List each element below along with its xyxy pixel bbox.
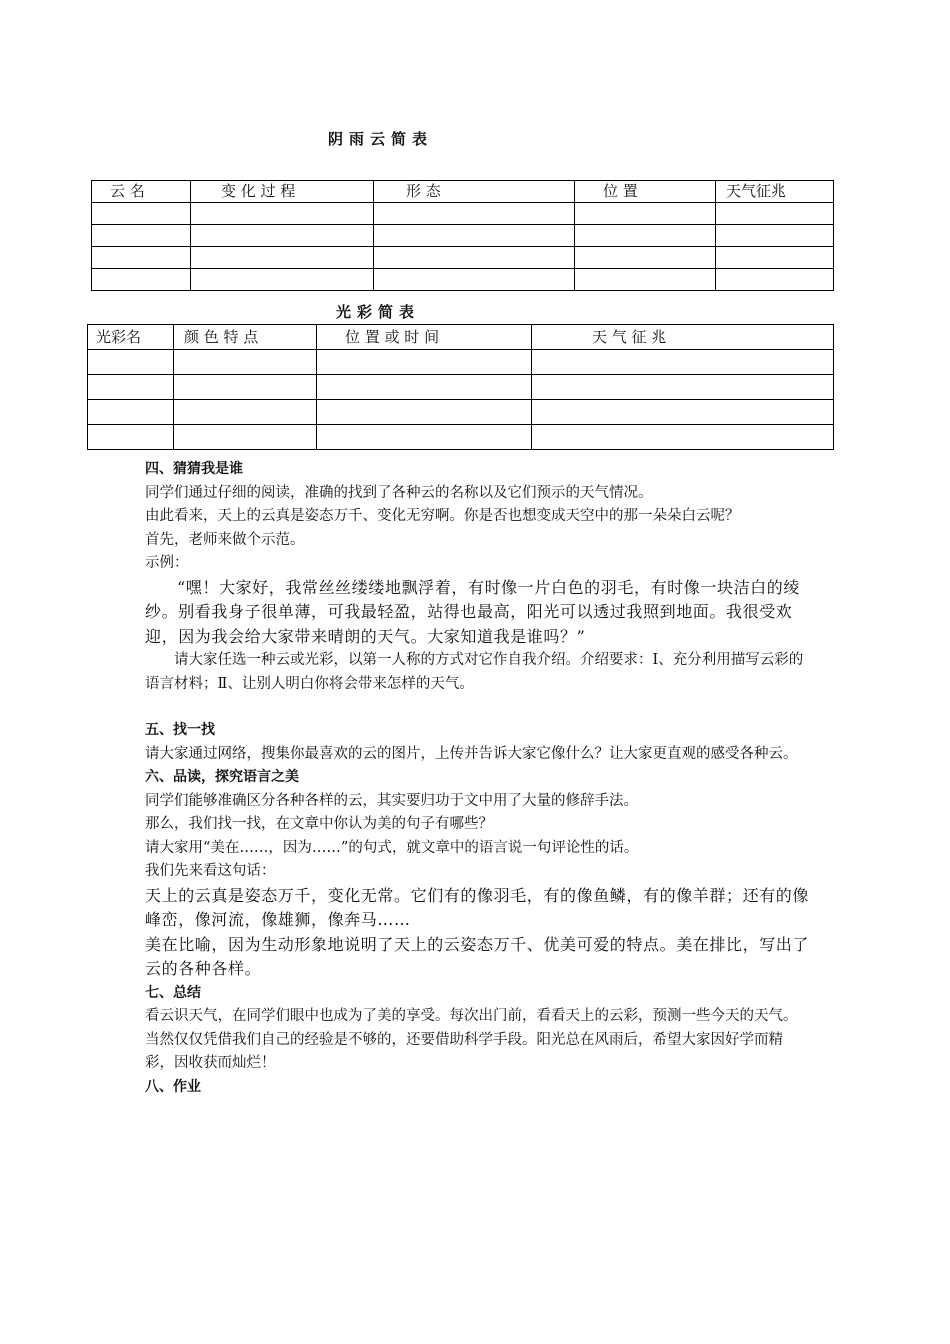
table-cell xyxy=(88,425,174,450)
table-cell xyxy=(191,203,374,225)
table-cell xyxy=(716,225,834,247)
table-cell xyxy=(716,269,834,291)
table-cell xyxy=(716,247,834,269)
table-row xyxy=(92,225,834,247)
table-cell xyxy=(317,425,532,450)
paragraph: 同学们通过仔细的阅读，准确的找到了各种云的名称以及它们预示的天气情况。 xyxy=(145,484,653,501)
table-cell xyxy=(532,400,834,425)
table-row xyxy=(92,269,834,291)
table-cell xyxy=(317,400,532,425)
table-cell xyxy=(374,247,575,269)
document-body xyxy=(145,458,810,1099)
table-cell xyxy=(374,269,575,291)
paragraph: 示例： xyxy=(145,555,189,571)
table-cell xyxy=(92,247,191,269)
table-cell xyxy=(532,425,834,450)
header-cell: 位 置 xyxy=(575,181,716,203)
header-cell: 位 置 或 时 间 xyxy=(317,325,532,350)
section-heading: 八、作业 xyxy=(145,1078,201,1095)
table-row xyxy=(88,400,834,425)
table-cell xyxy=(575,203,716,225)
spacer xyxy=(145,696,810,719)
table-cell xyxy=(317,375,532,400)
halo-table xyxy=(87,324,834,450)
paragraph: 看云识天气，在同学们眼中也成为了美的享受。每次出门前，看看天上的云彩，预测一些今天的天气。当然仅仅凭借我们自己的经验是不够的，还要借助科学手段。阳光总在风雨后，希望大家因好学而精彩，因收获而灿烂！ xyxy=(145,1008,798,1071)
header-cell: 光彩名 xyxy=(88,325,174,350)
table-cell xyxy=(532,375,834,400)
header-cell: 颜 色 特 点 xyxy=(174,325,317,350)
table-cell xyxy=(317,350,532,375)
table-row xyxy=(88,375,834,400)
paragraph: 请大家通过网络，搜集你最喜欢的云的图片，上传并告诉大家它像什么？让大家更直观的感受各种云。 xyxy=(145,745,798,762)
table-cell xyxy=(92,203,191,225)
table-row xyxy=(88,350,834,375)
table-cell xyxy=(575,225,716,247)
table-cell xyxy=(88,375,174,400)
table-cell xyxy=(88,350,174,375)
table-cell xyxy=(174,425,317,450)
table-cell xyxy=(191,225,374,247)
cloud-table xyxy=(91,180,834,291)
table-cell xyxy=(374,203,575,225)
table-cell xyxy=(88,400,174,425)
table-header-row xyxy=(92,181,834,203)
example-quote: 天上的云真是姿态万千，变化无常。它们有的像羽毛，有的像鱼鳞，有的像羊群；还有的像峰峦，像河流，像雄狮，像奔马…… xyxy=(145,885,810,929)
table1-title: 阴雨云简表 xyxy=(328,130,434,148)
section-heading: 四、猜猜我是谁 xyxy=(145,461,243,477)
table2-title: 光彩简表 xyxy=(336,303,421,321)
example-quote: “嘿！大家好，我常丝丝缕缕地飘浮着，有时像一片白色的羽毛，有时像一块洁白的绫纱。别看我身子很单薄，可我最轻盈，站得也最高，阳光可以透过我照到地面。我很受欢迎，因为我会给大家带来晴朗的天气。大家知道我是谁吗？” xyxy=(145,577,800,646)
paragraph: 同学们能够准确区分各种各样的云，其实要归功于文中用了大量的修辞手法。 xyxy=(145,792,638,809)
header-cell: 形 态 xyxy=(374,181,575,203)
paragraph: 我们先来看这句话： xyxy=(145,863,276,879)
table-cell xyxy=(575,247,716,269)
header-cell: 变 化 过 程 xyxy=(191,181,374,203)
paragraph: 请大家用“美在……，因为……”的句式，就文章中的语言说一句评论性的话。 xyxy=(145,839,639,856)
table-cell xyxy=(174,350,317,375)
table-cell xyxy=(374,225,575,247)
paragraph: 首先，老师来做个示范。 xyxy=(145,531,305,548)
paragraph: 那么，我们找一找，在文章中你认为美的句子有哪些？ xyxy=(145,816,493,832)
section-heading: 五、找一找 xyxy=(145,722,215,738)
table-row xyxy=(92,247,834,269)
table-cell xyxy=(575,269,716,291)
table-cell xyxy=(716,203,834,225)
comment-paragraph: 美在比喻，因为生动形象地说明了天上的云姿态万千、优美可爱的特点。美在排比，写出了云的各种各样。 xyxy=(145,934,810,978)
section-heading: 六、品读，探究语言之美 xyxy=(145,769,299,785)
paragraph: 由此看来，天上的云真是姿态万千、变化无穷啊。你是否也想变成天空中的那一朵朵白云呢？ xyxy=(145,508,740,524)
table-cell xyxy=(92,269,191,291)
section-heading: 七、总结 xyxy=(145,984,201,1001)
header-cell: 云 名 xyxy=(92,181,191,203)
table-cell xyxy=(92,225,191,247)
paragraph: 请大家任选一种云或光彩，以第一人称的方式对它作自我介绍。介绍要求：Ⅰ、充分利用描写云彩的语言材料；Ⅱ、让别人明白你将会带来怎样的天气。 xyxy=(145,652,804,692)
table-row xyxy=(92,203,834,225)
header-cell: 天 气 征 兆 xyxy=(532,325,834,350)
table-row xyxy=(88,425,834,450)
header-cell: 天气征兆 xyxy=(716,181,834,203)
table-cell xyxy=(191,247,374,269)
table-cell xyxy=(174,375,317,400)
table-cell xyxy=(191,269,374,291)
table-header-row xyxy=(88,325,834,350)
table-cell xyxy=(174,400,317,425)
table-cell xyxy=(532,350,834,375)
